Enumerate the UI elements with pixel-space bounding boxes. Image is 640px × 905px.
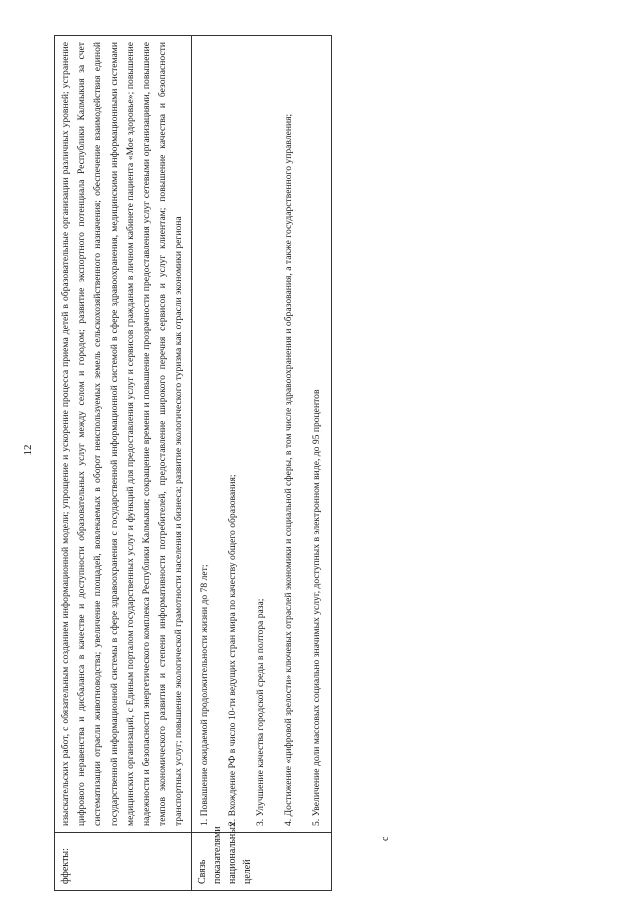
effects-text: изыскательских работ, с обязательным созданием информационной модели; упрощение и ускорение процесса приема детей в образовательные организации различных уровней; устранение цифрового неравенства и дисбаланса в качестве и доступности образовательных услуг между селом и городом; развитие экспортного потенциала Республики Калмыкия за счет систематизации отрасли животноводства; увеличение площадей, вовлекаемых в оборот неиспользуемых земель сельскохозяйственного назначения; обеспечение взаимодействия единой государственной информационной системы в сфере здравоохранения с государственной информационной системой в сфере здравоохранения, медицинскими информационными системами медицинских организаций, с Единым порталом государственных услуг и функций для предоставления услуг и сервисов гражданам в личном кабинете пациента «Мое здоровье»; повышение надежности и безопасности энергетического комплекса Республики Калмыкия; сокращение времени и повышение прозрачности предоставления услуг сетевыми организациями, повышение темпов экономического развития и степени информативности потребителей, предоставление широкого перечня сервисов и услуг клиентам; повышение качества и безопасности транспортных услуг; повышение экологической грамотности населения и бизнеса; развитие экологического туризма как отрасли экономики региона [55,36,192,833]
goals-label [191,822,331,891]
page-number: 12 [22,444,34,456]
table-row-effects [55,36,192,891]
document-table [54,35,332,891]
goal-item-1: 1. Повышение ожидаемой продолжительности жизни до 78 лет; [198,564,210,826]
effects-label: ффекты: [55,833,192,891]
goals-list [195,42,326,826]
goal-item-3: 3. Улучшение качества городской среды в полтора раза; [255,598,267,826]
goal-item-5: 5. Увеличение доли массовых социально значимых услуг, доступных в электронном виде, до 95 процентов [311,389,323,826]
goal-item-4: 4. Достижение «цифровой зрелости» ключевых отраслей экономики и социальной сферы, в том числе здравоохранения и образования, а также государственного управления; [283,113,295,826]
goals-label-marker: с [380,836,391,841]
goals-label-text: Связь показателями национальных целей [196,822,253,884]
table-row-goals [191,36,331,891]
goal-item-2: 2. Вхождение РФ в число 10-ти ведущих стран мира по качеству общего образования; [226,474,238,826]
goals-cell [191,36,331,833]
